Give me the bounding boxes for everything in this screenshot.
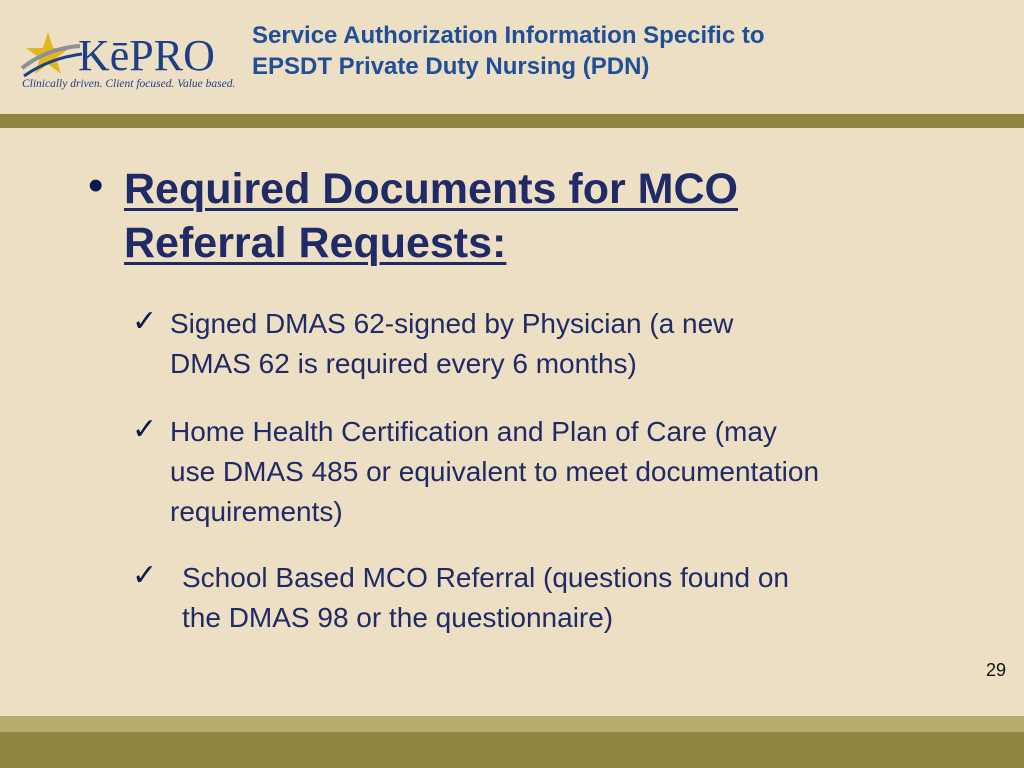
list-item-line: School Based MCO Referral (questions found on (182, 562, 789, 593)
slide-title (252, 20, 952, 82)
list-item (170, 412, 819, 532)
section-heading-line-2: Referral Requests: (124, 219, 507, 267)
list-item-line: Signed DMAS 62-signed by Physician (a new (170, 308, 734, 339)
bottom-band-light (0, 716, 1024, 732)
logo-tagline: Clinically driven. Client focused. Value based. (22, 78, 236, 90)
section-heading-line-1: Required Documents for MCO (124, 165, 738, 213)
list-item-line: the DMAS 98 or the questionnaire) (182, 602, 614, 633)
section-heading (124, 162, 904, 270)
checkmark-icon: ✓ (132, 413, 158, 446)
bullet-icon: • (88, 161, 104, 210)
list-item (182, 558, 789, 638)
slide-title-line-2: EPSDT Private Duty Nursing (PDN) (252, 53, 650, 80)
list-item-line: use DMAS 485 or equivalent to meet documentation (170, 456, 820, 487)
list-item-line: requirements) (170, 496, 343, 527)
list-item-line: DMAS 62 is required every 6 months) (170, 348, 637, 379)
list-item-line: Home Health Certification and Plan of Care (may (170, 416, 777, 447)
top-divider-band (0, 114, 1024, 128)
kepro-logo (18, 28, 236, 98)
logo-wordmark: KēPRO (78, 31, 215, 80)
slide-title-line-1: Service Authorization Information Specific to (252, 22, 765, 49)
checkmark-icon: ✓ (132, 559, 158, 592)
checkmark-icon: ✓ (132, 305, 158, 338)
bottom-band-dark (0, 732, 1024, 768)
list-item (170, 304, 733, 384)
page-number: 29 (985, 660, 1006, 680)
